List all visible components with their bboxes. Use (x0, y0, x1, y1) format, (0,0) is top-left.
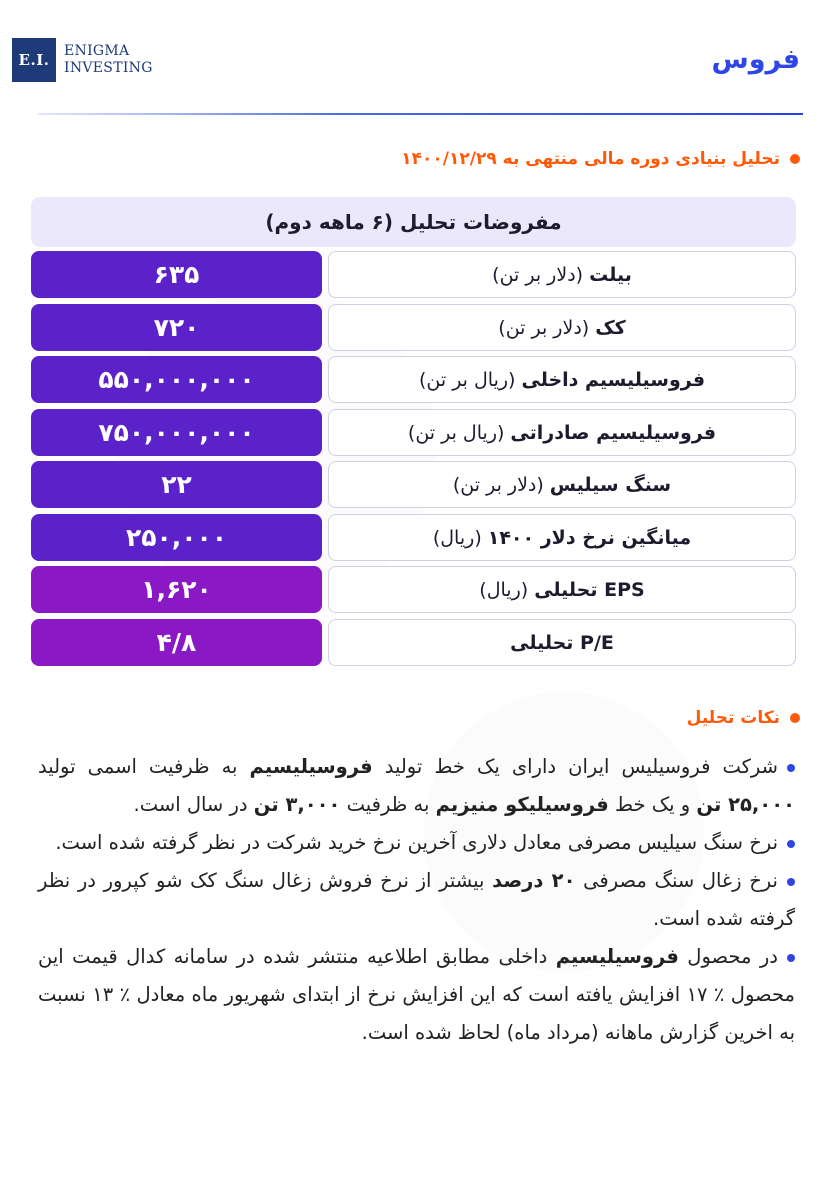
value-cell: ۲۲ (31, 461, 322, 508)
note-text: به ظرفیت اسمی تولید (38, 755, 250, 778)
label-cell (328, 304, 796, 351)
table-row (31, 251, 796, 298)
note-text: داخلی مطابق اطلاعیه منتشر شده در سامانه کدال قیمت این محصول ٪ ۱۷ افزایش یافته است که این افزایش نرخ از ابتدای شهریور ماه معادل ٪ ۱۳ نسبت به اخرین گزارش ماهانه (مرداد ماه) لحاظ شده است. (38, 945, 795, 1044)
bullet-dot-icon (787, 840, 795, 848)
logo-mark: E.I. (12, 38, 56, 82)
note-item (38, 748, 795, 824)
table-row (31, 566, 796, 613)
bullet-dot-icon (790, 713, 800, 723)
value-cell: ۶۳۵ (31, 251, 322, 298)
note-item (38, 862, 795, 938)
label-cell (328, 461, 796, 508)
label-cell (328, 619, 796, 666)
note-text: و یک خط (608, 793, 697, 816)
logo-text (64, 43, 153, 77)
note-text: بیشتر از نرخ فروش زغال سنگ کک شو کپرور در نظر گرفته شده است. (38, 869, 795, 930)
note-text: نرخ سنگ سیلیس مصرفی معادل دلاری آخرین نرخ خرید شرکت در نظر گرفته شده است. (55, 831, 778, 854)
label-text: فروسیلیسیم صادراتی (510, 421, 717, 444)
logo (12, 38, 153, 82)
note-item (38, 938, 795, 1052)
table-row (31, 356, 796, 403)
header (0, 0, 838, 115)
label-unit: (دلار بر تن) (498, 316, 590, 339)
table-row (31, 461, 796, 508)
bullet-dot-icon (787, 764, 795, 772)
label-text: P/E تحلیلی (510, 631, 614, 654)
note-emphasis: ۳,۰۰۰ تن (253, 793, 341, 816)
section-heading-analysis (401, 149, 800, 169)
label-unit: (ریال) (479, 578, 529, 601)
value-cell: ۵۵۰,۰۰۰,۰۰۰ (31, 356, 322, 403)
note-emphasis: فروسیلیسیم (249, 755, 373, 778)
logo-line-1: ENIGMA (64, 43, 130, 59)
section-heading-text: نکات تحلیل (686, 708, 780, 728)
note-text: به ظرفیت (340, 793, 436, 816)
label-text: میانگین نرخ دلار ۱۴۰۰ (487, 526, 692, 549)
note-item (38, 824, 795, 862)
section-heading-text: تحلیل بنیادی دوره مالی منتهی به ۱۴۰۰/۱۲/۲۹ (401, 149, 780, 169)
table-title: مفروضات تحلیل (۶ ماهه دوم) (31, 197, 796, 247)
note-emphasis: فروسیلیکو منیزیم (435, 793, 609, 816)
table-row (31, 619, 796, 666)
label-cell (328, 251, 796, 298)
value-cell: ۱,۶۲۰ (31, 566, 322, 613)
label-text: EPS تحلیلی (534, 578, 645, 601)
label-cell (328, 356, 796, 403)
bullet-dot-icon (790, 154, 800, 164)
value-cell: ۷۲۰ (31, 304, 322, 351)
value-cell: ۴/۸ (31, 619, 322, 666)
label-text: کک (595, 316, 626, 339)
note-emphasis: ۲۵,۰۰۰ تن (696, 793, 795, 816)
label-cell (328, 409, 796, 456)
label-text: بیلت (589, 263, 632, 286)
table-row (31, 514, 796, 561)
value-cell: ۲۵۰,۰۰۰ (31, 514, 322, 561)
note-text: نرخ زغال سنگ مصرفی (575, 869, 778, 892)
label-cell (328, 566, 796, 613)
label-unit: (دلار بر تن) (452, 473, 544, 496)
section-heading-notes (687, 708, 800, 728)
label-unit: (ریال) (432, 526, 482, 549)
label-text: فروسیلیسیم داخلی (521, 368, 706, 391)
bullet-dot-icon (787, 878, 795, 886)
logo-line-2: INVESTING (64, 60, 153, 76)
table-row (31, 409, 796, 456)
bullet-dot-icon (787, 954, 795, 962)
page-title: فروس (711, 44, 800, 75)
notes-list (38, 748, 795, 1052)
label-cell (328, 514, 796, 561)
header-divider (38, 113, 803, 115)
note-text: در محصول (678, 945, 778, 968)
note-text: در سال است. (133, 793, 254, 816)
value-cell: ۷۵۰,۰۰۰,۰۰۰ (31, 409, 322, 456)
label-text: سنگ سیلیس (549, 473, 672, 496)
label-unit: (ریال بر تن) (407, 421, 505, 444)
note-text: شرکت فروسیلیس ایران دارای یک خط تولید (372, 755, 778, 778)
table-row (31, 304, 796, 351)
note-emphasis: فروسیلیسیم (555, 945, 679, 968)
note-emphasis: ۲۰ درصد (492, 869, 576, 892)
label-unit: (دلار بر تن) (492, 263, 584, 286)
label-unit: (ریال بر تن) (418, 368, 516, 391)
